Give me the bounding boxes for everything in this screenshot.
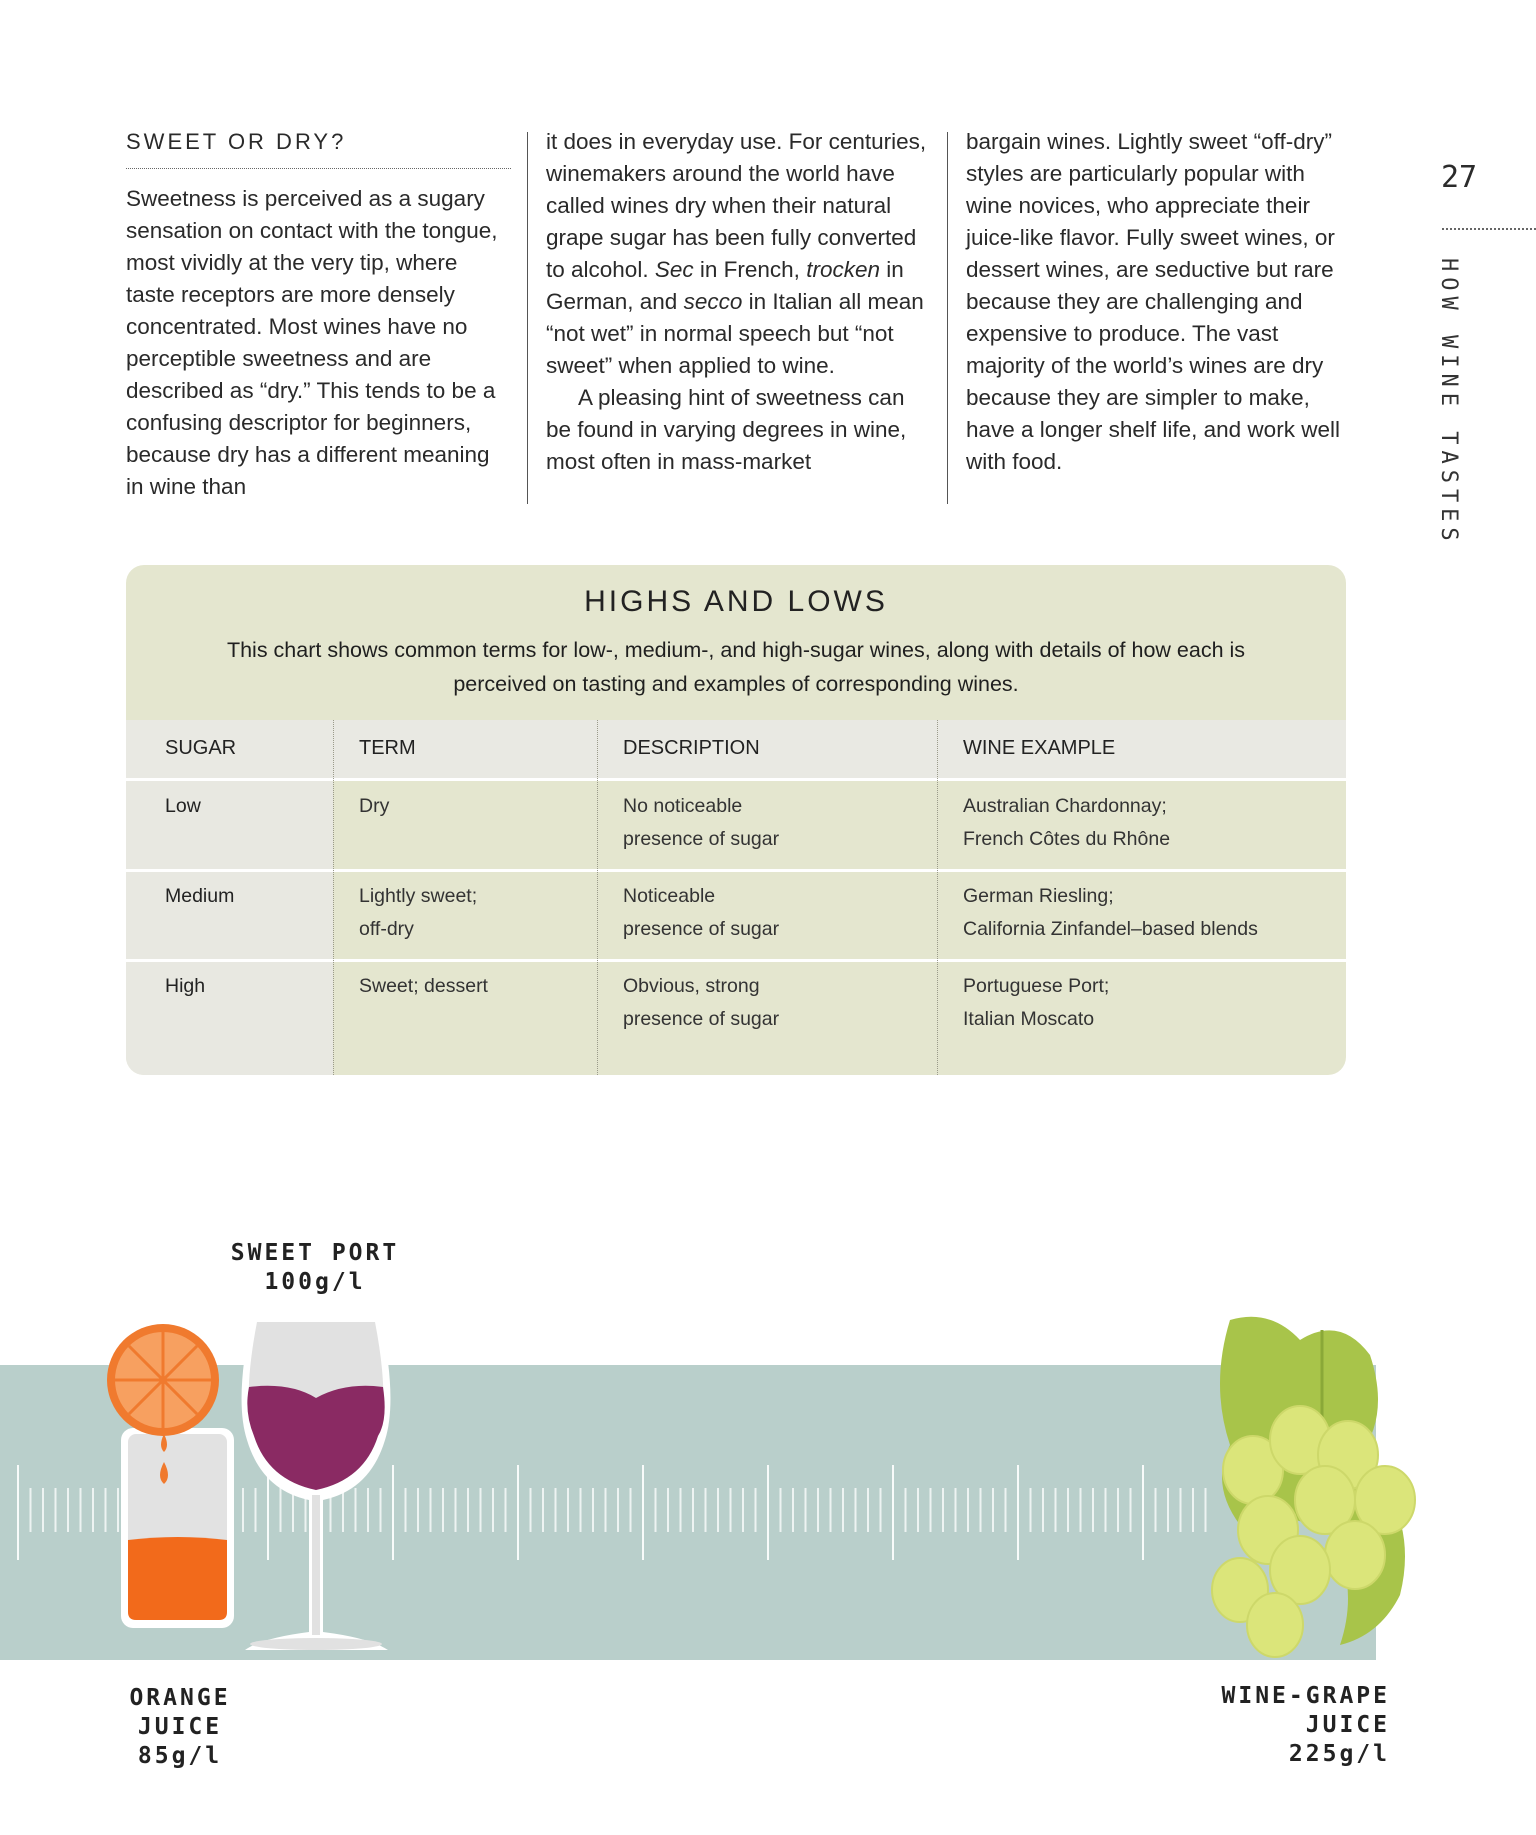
chart-title: HIGHS AND LOWS	[584, 585, 888, 618]
section-heading: SWEET OR DRY?	[126, 126, 511, 169]
column-2-paragraph-1: it does in everyday use. For centuries, winemakers around the world have called wines dry when their natural grape sugar has been fully converted to alcohol. Sec in French, trocken in German, and secco in Italian all mean “not wet” in normal speech but “not sweet” when applied to wine.	[546, 129, 927, 378]
sweet-port-label: SWEET PORT 100g/l	[230, 1240, 400, 1295]
orange-slice-icon	[107, 1324, 219, 1436]
column-2-paragraph-2: A pleasing hint of sweetness can be found in varying degrees in wine, most often in mass-market	[546, 385, 907, 474]
row-high-example: Portuguese Port; Italian Moscato	[963, 975, 1110, 1030]
wine-grape-juice-label: WINE-GRAPE JUICE 225g/l	[1221, 1683, 1390, 1767]
row-medium-example: German Riesling; California Zinfandel–based blends	[963, 885, 1258, 940]
row-high-term: Sweet; dessert	[359, 975, 488, 997]
page-number: 27	[1441, 160, 1478, 195]
row-medium-sugar: Medium	[165, 885, 235, 907]
row-medium-description: Noticeable presence of sugar	[623, 885, 780, 940]
header-wine-example: WINE EXAMPLE	[963, 737, 1116, 759]
orange-juice-glass-icon	[121, 1428, 234, 1628]
header-sugar: SUGAR	[165, 737, 237, 759]
row-low-description: No noticeable presence of sugar	[623, 795, 780, 850]
header-term: TERM	[359, 737, 416, 759]
header-description: DESCRIPTION	[623, 737, 760, 759]
chart-subtitle: This chart shows common terms for low-, medium-, and high-sugar wines, along with details of how each is perceived on tasting and examples of corresponding wines.	[226, 638, 1246, 696]
row-low-example: Australian Chardonnay; French Côtes du Rhône	[963, 795, 1171, 850]
orange-juice-label: ORANGE JUICE 85g/l	[129, 1685, 231, 1769]
column-1-text: Sweetness is perceived as a sugary sensation on contact with the tongue, most vividly at the very tip, where taste receptors are more densely concentrated. Most wines have no perceptible sweetness and are described as “dry.” This tends to be a confusing descriptor for beginners, because dry has a different meaning in wine than	[126, 186, 498, 499]
row-high-sugar: High	[165, 975, 206, 997]
column-3-text: bargain wines. Lightly sweet “off-dry” styles are particularly popular with wine novices, who appreciate their juice-like flavor. Fully sweet wines, or dessert wines, are seductive but rare because they are challenging and expensive to produce. The vast majority of the world’s wines are dry because they are simpler to make, have a longer shelf life, and work well with food.	[966, 129, 1340, 474]
row-medium-term: Lightly sweet; off-dry	[359, 885, 478, 940]
row-low-sugar: Low	[165, 795, 201, 817]
running-title: HOW WINE TASTES	[1436, 258, 1461, 547]
row-high-description: Obvious, strong presence of sugar	[623, 975, 780, 1030]
row-low-term: Dry	[359, 795, 390, 817]
